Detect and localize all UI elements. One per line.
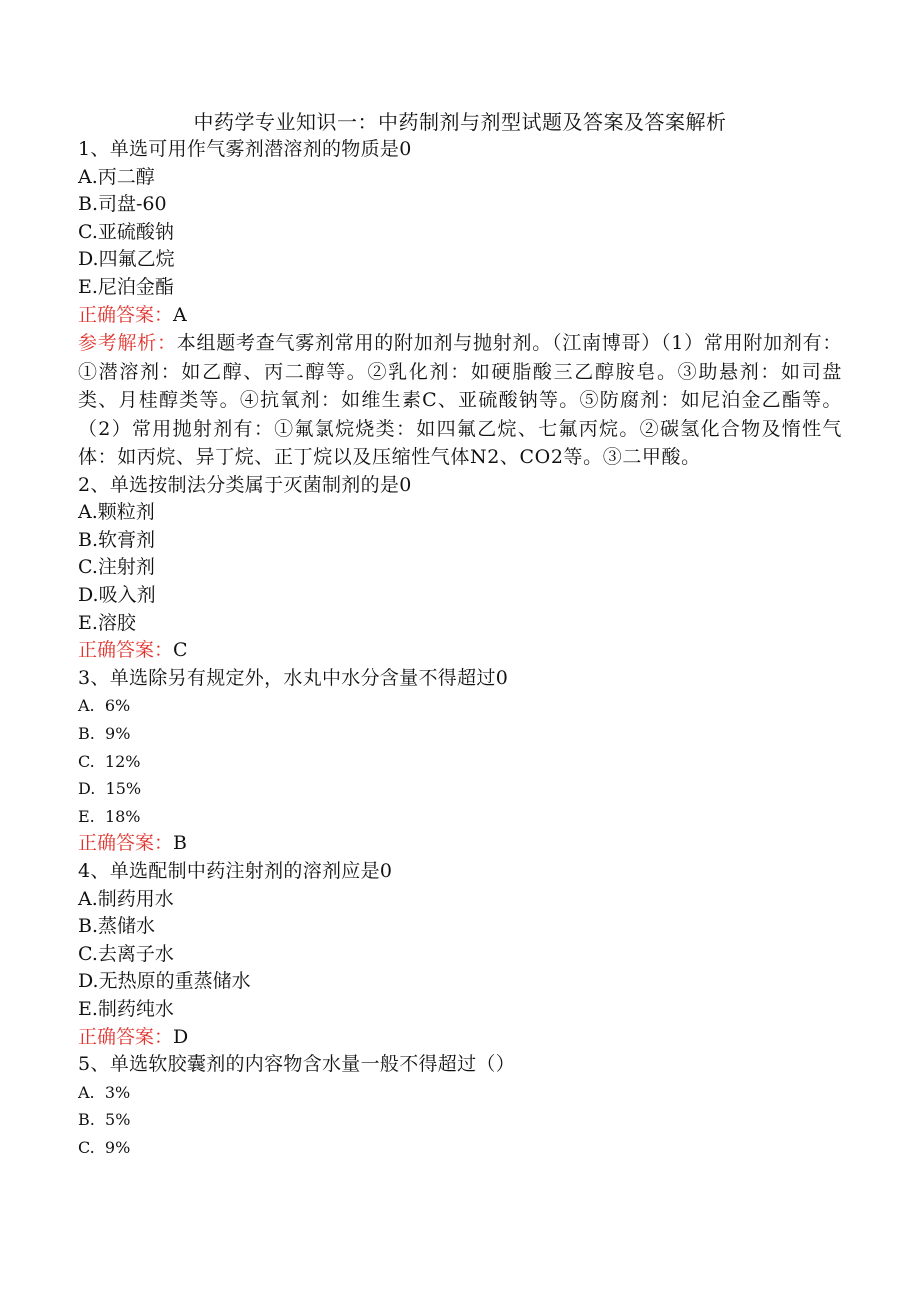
explanation-label: 参考解析： [78, 332, 177, 355]
answer-label: 正确答案： [78, 639, 174, 662]
answer-value: C [173, 639, 188, 662]
option-2a: A.颗粒剂 [78, 501, 155, 524]
answer-label: 正确答案： [78, 303, 174, 326]
question-1: 1、单选可用作气雾剂潜溶剂的物质是0 [78, 138, 412, 160]
option-1b: B.司盘-60 [78, 193, 167, 216]
answer-1 [78, 302, 842, 330]
answer-label: 正确答案： [78, 832, 174, 855]
question-5: 5、单选软胶囊剂的内容物含水量一般不得超过（） [78, 1053, 515, 1076]
option-5b: B. 5% [78, 1110, 131, 1130]
option-5c: C. 9% [78, 1137, 131, 1157]
answer-2 [78, 637, 842, 665]
option-1a: A.丙二醇 [78, 165, 155, 188]
option-4c: C.去离子水 [78, 942, 174, 965]
option-3c: C. 12% [78, 751, 141, 771]
answer-value: B [173, 832, 187, 855]
option-2e: E.溶胶 [78, 611, 136, 634]
question-3: 3、单选除另有规定外，水丸中水分含量不得超过0 [78, 666, 509, 689]
option-4b: B.蒸储水 [78, 915, 156, 938]
option-5a: A. 3% [78, 1082, 131, 1102]
option-3a: A. 6% [78, 696, 131, 716]
answer-value: A [173, 303, 187, 326]
option-4a: A.制药用水 [78, 887, 174, 910]
option-3d: D. 15% [78, 779, 142, 799]
option-1e: E.尼泊金酯 [78, 275, 174, 298]
option-3e: E. 18% [78, 806, 141, 826]
question-list [78, 136, 842, 1162]
answer-value: D [173, 1025, 189, 1048]
option-2d: D.吸入剂 [78, 584, 156, 607]
option-4d: D.无热原的重蒸储水 [78, 970, 251, 993]
option-2c: C.注射剂 [78, 556, 155, 579]
option-3b: B. 9% [78, 724, 131, 743]
explanation-text: 本组题考查气雾剂常用的附加剂与抛射剂。（江南博哥）（1）常用附加剂有：①潜溶剂：如乙醇、丙二醇等。②乳化剂：如硬脂酸三乙醇胺皂。③助悬剂：如司盘类、月桂醇类等。④抗氧剂：如维生素C、亚硫酸钠等。⑤防腐剂：如尼泊金乙酯等。（2）常用抛射剂有：①氟氯烷烧类：如四氟乙烷、七氟丙烷。②碳氢化合物及惰性气体：如丙烷、异丁烷、正丁烷以及压缩性气体N2、CO2等。③二甲酸。 [78, 332, 842, 469]
answer-4 [78, 1024, 842, 1052]
question-4: 4、单选配制中药注射剂的溶剂应是0 [78, 859, 393, 882]
option-2b: B.软膏剂 [78, 528, 156, 551]
page-title: 中药学专业知识一：中药制剂与剂型试题及答案及答案解析 [193, 110, 727, 134]
answer-label: 正确答案： [78, 1025, 174, 1048]
option-1d: D.四氟乙烷 [78, 248, 175, 271]
option-4e: E.制药纯水 [78, 997, 174, 1020]
question-2: 2、单选按制法分类属于灭菌制剂的是0 [78, 473, 412, 496]
option-1c: C.亚硫酸钠 [78, 220, 174, 243]
answer-3 [78, 830, 842, 858]
explanation-1 [78, 329, 842, 472]
